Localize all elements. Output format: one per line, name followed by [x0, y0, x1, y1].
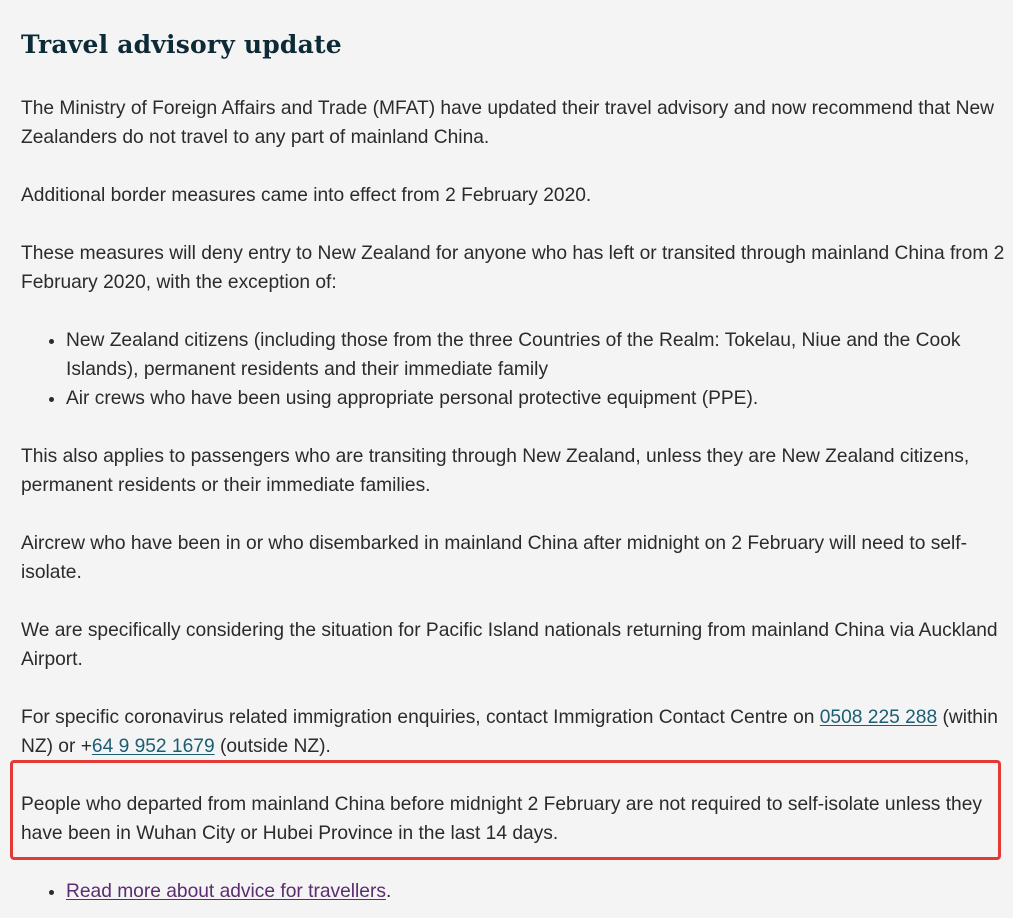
contact-mid: (within NZ) or + [21, 707, 998, 757]
page-title: Travel advisory update [21, 30, 342, 59]
read-more-link[interactable]: Read more about advice for travellers [66, 881, 386, 902]
mfat-advisory-paragraph: The Ministry of Foreign Affairs and Trade (MFAT) have updated their travel advisory and now recommend that New Zealanders do not travel to any part of mainland China. [21, 98, 994, 148]
phone-link-international[interactable]: 64 9 952 1679 [91, 736, 215, 757]
transit-paragraph: This also applies to passengers who are transiting through New Zealand, unless they are New Zealand citizens, permanent residents or their immediate families. [21, 446, 970, 496]
pacific-island-paragraph: We are specifically considering the situation for Pacific Island nationals returning from mainland China via Auckland Airport. [21, 620, 998, 670]
list-item [66, 877, 1009, 906]
highlighted-notice [21, 790, 1009, 848]
contact-suffix: (outside NZ). [214, 736, 331, 757]
entry-denial-paragraph: These measures will deny entry to New Zealand for anyone who has left or transited through mainland China from 2 February 2020, with the exception of: [21, 243, 1005, 293]
contact-paragraph [21, 703, 1009, 761]
list-item: • Air crews who have been using appropriate personal protective equipment (PPE). [66, 384, 1009, 413]
contact-prefix: For specific coronavirus related immigration enquiries, contact Immigration Contact Centre on [21, 707, 820, 728]
aircrew-paragraph: Aircrew who have been in or who disembarked in mainland China after midnight on 2 February will need to self-isolate. [21, 533, 968, 583]
phone-link-nz[interactable]: 0508 225 288 [819, 707, 938, 728]
advisory-content [21, 24, 1009, 906]
border-measures-paragraph: Additional border measures came into effect from 2 February 2020. [21, 185, 592, 206]
read-more-suffix: . [385, 881, 392, 902]
read-more-list [21, 877, 1009, 906]
exceptions-list [21, 326, 1009, 413]
list-item: • New Zealand citizens (including those from the three Countries of the Realm: Tokelau, Niue and the Cook Islands), permanent residents and their immediate family [66, 326, 1009, 384]
self-isolation-paragraph: People who departed from mainland China before midnight 2 February are not required to self-isolate unless they have been in Wuhan City or Hubei Province in the last 14 days. [21, 794, 982, 844]
